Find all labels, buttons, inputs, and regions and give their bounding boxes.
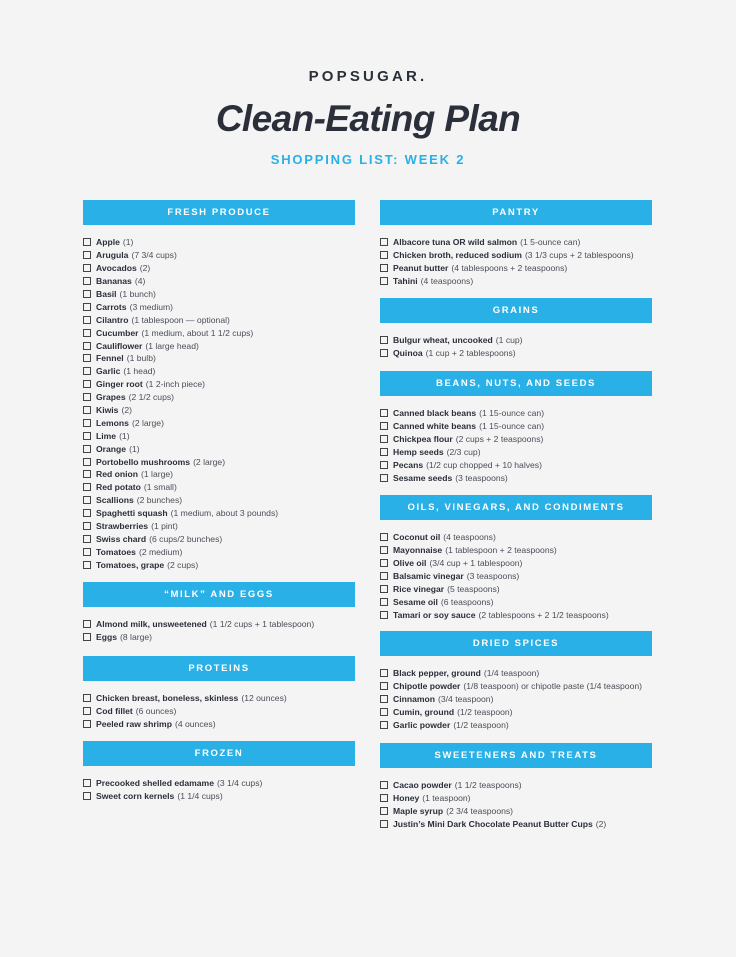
item-quantity: (1/2 teaspoon) [453,720,509,730]
list-item [380,719,652,732]
list-item [83,378,355,391]
checkbox[interactable] [380,251,388,259]
checkbox[interactable] [380,448,388,456]
checkbox[interactable] [380,349,388,357]
list-item [380,407,652,420]
list-item [83,365,355,378]
item-quantity: (1 1/2 teaspoons) [454,780,522,791]
section-beans-nuts-and-seeds [380,371,652,484]
list-item [380,693,652,706]
item-name: Sesame oil [393,596,438,607]
item-quantity: (2 cups) [167,559,199,570]
checkbox[interactable] [380,559,388,567]
item-quantity: (2 cups + 2 teaspoons) [455,434,544,445]
item-name: Black pepper, ground [393,668,481,679]
checkbox[interactable] [83,548,91,556]
list-item [380,262,652,275]
checkbox[interactable] [83,633,91,641]
item-quantity: (2 bunches) [136,495,183,506]
list-item [83,777,355,790]
item-name: Scallions [96,495,134,506]
list-item [83,692,355,705]
checkbox[interactable] [380,794,388,802]
item-name: Olive oil [393,558,427,569]
item-name: Garlic [96,366,121,377]
section-heading: FRESH PRODUCE [83,200,355,225]
list-item [83,532,355,545]
item-quantity: (4) [134,276,146,287]
checkbox[interactable] [380,682,388,690]
section-heading: OILS, VINEGARS, AND CONDIMENTS [380,495,652,520]
list-item [380,680,652,693]
item-name: Tamari or soy sauce [393,609,476,620]
item-name: Tomatoes, grape [96,559,165,570]
item-quantity: (2 large) [193,456,226,467]
item-quantity: (1 medium, about 1 1/2 cups) [141,327,254,338]
checkbox[interactable] [83,238,91,246]
checkbox[interactable] [83,303,91,311]
list-item [83,481,355,494]
item-quantity: (1/4 teaspoon) [483,668,540,679]
item-name: Quinoa [393,348,423,359]
checkbox[interactable] [83,342,91,350]
item-name: Chicken broth, reduced sodium [393,250,522,261]
item-name: Hemp seeds [393,447,444,458]
list-item [380,608,652,621]
item-quantity: (1 15-ounce can) [479,408,545,419]
item-quantity: (1 cup + 2 tablespoons) [425,348,516,359]
checkbox[interactable] [380,336,388,344]
item-quantity: (1) [119,430,130,441]
item-list [83,236,355,571]
item-list [380,667,652,731]
item-name: Carrots [96,301,127,312]
item-quantity: (1 tablespoon + 2 teaspoons) [445,545,557,556]
list-item [83,494,355,507]
item-name: Apple [96,237,120,248]
item-name: Ginger root [96,379,143,390]
item-name: Sesame seeds [393,472,453,483]
checkbox[interactable] [83,367,91,375]
checkbox[interactable] [83,707,91,715]
list-item [83,520,355,533]
item-quantity: (1 small) [143,482,177,493]
item-name: Cod fillet [96,706,133,717]
item-quantity: (1) [122,237,134,248]
section-fresh-produce [83,200,355,571]
checkbox[interactable] [380,598,388,606]
item-quantity: (1 teaspoon) [422,793,471,804]
item-name: Mayonnaise [393,545,443,556]
checkbox[interactable] [83,251,91,259]
item-name: Chipotle powder [393,681,461,692]
checkbox[interactable] [380,721,388,729]
item-quantity: (1 5-ounce can) [520,237,581,248]
item-name: Lemons [96,417,129,428]
list-item [83,236,355,249]
section-heading: FROZEN [83,741,355,766]
list-item [380,779,652,792]
list-item [83,275,355,288]
checkbox[interactable] [380,807,388,815]
item-name: Precooked shelled edamame [96,778,214,789]
item-list [380,779,652,831]
item-name: Chicken breast, boneless, skinless [96,693,239,704]
checkbox[interactable] [380,669,388,677]
list-item [380,706,652,719]
list-item [83,313,355,326]
checkbox[interactable] [380,695,388,703]
list-item [380,792,652,805]
item-quantity: (1/2 cup chopped + 10 halves) [426,460,542,470]
list-item [380,236,652,249]
item-quantity: (1 large) [141,469,174,480]
checkbox[interactable] [380,533,388,541]
list-item [83,718,355,731]
item-list [83,692,355,731]
checkbox[interactable] [83,522,91,530]
list-item [83,249,355,262]
item-quantity: (2) [595,819,607,830]
section-heading: BEANS, NUTS, AND SEEDS [380,371,652,396]
checkbox[interactable] [83,720,91,728]
list-item [380,818,652,831]
list-item [380,471,652,484]
item-name: Fennel [96,353,124,364]
item-quantity: (1/8 teaspoon) or chipotle paste (1/4 teaspoon) [463,681,643,692]
item-quantity: (2) [121,405,132,416]
item-list [380,531,652,621]
item-name: Canned black beans [393,408,477,419]
item-name: Cilantro [96,314,129,325]
list-item [380,347,652,360]
list-item [380,334,652,347]
item-quantity: (1 1/4 cups) [177,791,223,802]
checkbox[interactable] [380,277,388,285]
section-heading: PANTRY [380,200,652,225]
checkbox[interactable] [83,694,91,702]
item-quantity: (1 tablespoon — optional) [131,314,230,325]
item-name: Eggs [96,632,118,643]
item-quantity: (1 pint) [151,521,178,532]
item-name: Portobello mushrooms [96,456,191,467]
checkbox[interactable] [83,380,91,388]
item-quantity: (12 ounces) [241,693,287,704]
item-name: Garlic powder [393,720,451,730]
item-quantity: (3 1/3 cups + 2 tablespoons) [524,250,634,261]
item-quantity: (4 ounces) [174,719,216,730]
item-quantity: (3 teaspoons) [455,472,508,483]
list-item [83,618,355,631]
page-title: Clean-Eating Plan [215,98,521,139]
item-name: Lime [96,430,117,441]
item-name: Rice vinegar [393,584,445,594]
list-item [83,326,355,339]
section-proteins [83,656,355,731]
checkbox[interactable] [83,458,91,466]
list-item [380,544,652,557]
checkbox[interactable] [83,779,91,787]
item-quantity: (3/4 cup + 1 tablespoon) [429,558,523,569]
list-item [83,468,355,481]
brand-logo: POPSUGAR. [308,68,428,85]
item-quantity: (2 large) [131,417,164,428]
list-item [380,420,652,433]
list-item [380,595,652,608]
item-name: Justin’s Mini Dark Chocolate Peanut Butter Cups [393,819,593,830]
section-heading: PROTEINS [83,656,355,681]
section-grains [380,298,652,360]
list-item [380,249,652,262]
list-item [83,339,355,352]
checkbox[interactable] [380,409,388,417]
list-item [83,262,355,275]
item-name: Sweet corn kernels [96,791,175,802]
item-name: Almond milk, unsweetened [96,619,207,630]
checkbox[interactable] [83,432,91,440]
list-item [83,300,355,313]
checkbox[interactable] [83,277,91,285]
item-quantity: (6 ounces) [135,706,177,717]
checkbox[interactable] [380,820,388,828]
item-name: Coconut oil [393,532,441,543]
item-name: Peanut butter [393,263,449,274]
section-pantry [380,200,652,288]
list-item [380,531,652,544]
section-sweeteners-and-treats [380,743,652,831]
section-heading: DRIED SPICES [380,631,652,656]
checkbox[interactable] [83,406,91,414]
checkbox[interactable] [380,611,388,619]
item-name: Bananas [96,276,132,287]
checkbox[interactable] [83,561,91,569]
checkbox[interactable] [83,329,91,337]
list-item [380,805,652,818]
checkbox[interactable] [83,620,91,628]
item-quantity: (2 3/4 teaspoons) [446,806,514,817]
item-name: Basil [96,289,117,299]
item-quantity: (1 medium, about 3 pounds) [170,508,279,519]
item-name: Cauliflower [96,340,143,351]
item-name: Cinnamon [393,694,436,705]
checkbox[interactable] [83,290,91,298]
section-oils-vinegars-and-condiments [380,495,652,621]
list-item [83,416,355,429]
item-quantity: (2 tablespoons + 2 1/2 teaspoons) [478,609,609,620]
item-list [83,777,355,803]
item-name: Avocados [96,263,137,274]
item-quantity: (1) [129,443,140,454]
item-name: Red onion [96,469,139,480]
item-quantity: (6 teaspoons) [440,596,494,607]
item-name: Tomatoes [96,546,136,557]
item-quantity: (3 medium) [129,301,174,312]
list-item [83,705,355,718]
checkbox[interactable] [83,792,91,800]
checkbox[interactable] [83,470,91,478]
checkbox[interactable] [380,422,388,430]
item-quantity: (4 teaspoons) [420,276,474,287]
list-item [83,455,355,468]
item-name: Bulgur wheat, uncooked [393,335,493,346]
checkbox[interactable] [83,264,91,272]
list-item [380,557,652,570]
item-quantity: (2) [139,263,151,274]
item-quantity: (1 cup) [495,335,523,346]
checkbox[interactable] [380,264,388,272]
checkbox[interactable] [83,393,91,401]
item-name: Honey [393,793,420,804]
item-quantity: (3 teaspoons) [466,571,520,582]
section-heading: SWEETENERS AND TREATS [380,743,652,768]
item-quantity: (5 teaspoons) [447,584,500,594]
item-name: Arugula [96,250,129,261]
item-list [380,334,652,360]
list-item [380,583,652,596]
item-quantity: (1 1/2 cups + 1 tablespoon) [209,619,315,630]
item-quantity: (4 teaspoons) [443,532,496,543]
item-name: Cacao powder [393,780,452,791]
list-item [83,404,355,417]
item-quantity: (6 cups/2 bunches) [149,533,223,544]
list-item [83,352,355,365]
item-quantity: (1 head) [123,366,156,377]
item-list [380,236,652,288]
item-quantity: (1 2-inch piece) [145,379,206,390]
item-name: Cumin, ground [393,707,455,718]
item-name: Maple syrup [393,806,444,817]
page-subtitle: SHOPPING LIST: WEEK 2 [270,152,466,167]
item-quantity: (1 bulb) [126,353,156,364]
checkbox[interactable] [83,483,91,491]
checkbox[interactable] [83,419,91,427]
checkbox[interactable] [380,781,388,789]
item-name: Tahini [393,276,418,287]
item-name: Chickpea flour [393,434,453,445]
item-quantity: (1/2 teaspoon) [457,707,513,718]
list-item [380,459,652,472]
item-name: Pecans [393,460,424,470]
item-quantity: (2 1/2 cups) [128,392,175,403]
item-quantity: (3 1/4 cups) [216,778,263,789]
checkbox[interactable] [83,496,91,504]
item-name: Canned white beans [393,421,477,432]
checkbox[interactable] [380,708,388,716]
list-item [380,570,652,583]
item-quantity: (1 15-ounce can) [479,421,545,432]
item-name: Balsamic vinegar [393,571,464,582]
list-item [380,275,652,288]
checkbox[interactable] [380,572,388,580]
checkbox[interactable] [83,316,91,324]
item-name: Kiwis [96,405,119,416]
list-item [380,446,652,459]
item-quantity: (1 large head) [145,340,199,351]
item-name: Strawberries [96,521,149,532]
item-list [83,618,355,644]
list-item [83,391,355,404]
checkbox[interactable] [83,509,91,517]
item-quantity: (7 3/4 cups) [131,250,177,261]
list-item [83,631,355,644]
checkbox[interactable] [83,445,91,453]
item-quantity: (4 tablespoons + 2 teaspoons) [451,263,568,274]
list-item [380,433,652,446]
section-dried-spices [380,631,652,731]
item-quantity: (2/3 cup) [446,447,481,458]
item-quantity: (1 bunch) [119,289,156,299]
item-name: Peeled raw shrimp [96,719,172,730]
list-item [83,507,355,520]
checkbox[interactable] [380,474,388,482]
section-heading: GRAINS [380,298,652,323]
item-list [380,407,652,484]
list-item [83,545,355,558]
item-name: Swiss chard [96,533,147,544]
section-milk-and-eggs [83,582,355,644]
list-item [83,790,355,803]
item-quantity: (3/4 teaspoon) [438,694,494,705]
checkbox[interactable] [83,535,91,543]
item-name: Cucumber [96,327,139,338]
checkbox[interactable] [380,461,388,469]
list-item [83,288,355,301]
section-heading: “MILK” AND EGGS [83,582,355,607]
item-name: Grapes [96,392,126,403]
checkbox[interactable] [83,354,91,362]
item-quantity: (2 medium) [138,546,183,557]
checkbox[interactable] [380,585,388,593]
item-name: Spaghetti squash [96,508,168,519]
section-frozen [83,741,355,803]
list-item [83,429,355,442]
item-quantity: (8 large) [120,632,153,643]
checkbox[interactable] [380,546,388,554]
item-name: Red potato [96,482,141,493]
item-name: Albacore tuna OR wild salmon [393,237,518,248]
list-item [83,558,355,571]
checkbox[interactable] [380,238,388,246]
list-item [83,442,355,455]
checkbox[interactable] [380,435,388,443]
list-item [380,667,652,680]
item-name: Orange [96,443,127,454]
